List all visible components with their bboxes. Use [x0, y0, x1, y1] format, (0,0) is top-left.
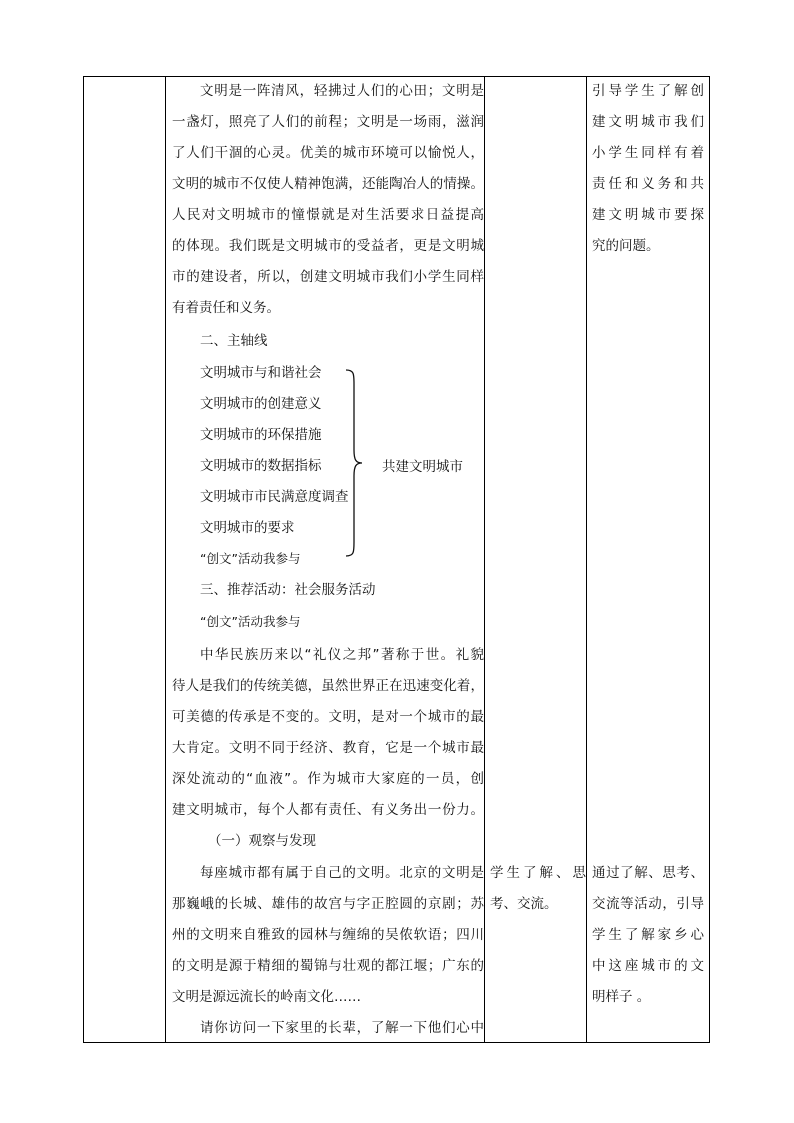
activity-line: 考、交流。: [490, 896, 558, 912]
purpose-line: 明样子 。: [592, 989, 651, 1005]
curly-brace-icon: [344, 368, 366, 558]
purpose-line: 交流等活动，引导: [592, 896, 704, 912]
paragraph-line: 文明的城市不仅使人精神饱满，还能陶冶人的情操。: [172, 176, 484, 192]
paragraph-line: 了人们干涸的心灵。优美的城市环境可以愉悦人，: [172, 145, 484, 161]
table-column-divider: [165, 76, 166, 1043]
paragraph-line: 中华民族历来以“礼仪之邦”著称于世。礼貌: [200, 647, 484, 663]
purpose-line: 学生了解家乡心: [592, 927, 704, 943]
paragraph-line: 一盏灯，照亮了人们的前程；文明是一场雨，滋润: [172, 114, 484, 130]
purpose-line: 小学生同样有着: [592, 145, 704, 161]
main-axis-item: 文明城市的数据指标: [200, 458, 322, 474]
paragraph-line: 有着责任和义务。: [172, 300, 280, 316]
purpose-line: 建文明城市要探: [592, 207, 704, 223]
purpose-line: 引导学生了解创: [592, 83, 704, 99]
paragraph-line: 州的文明来自雅致的园林与缠绵的吴侬软语；四川: [172, 927, 484, 943]
main-axis-label: 共建文明城市: [382, 459, 463, 475]
table-column-divider: [586, 76, 587, 1043]
paragraph-line: 大肯定。文明不同于经济、教育，它是一个城市最: [172, 740, 484, 756]
section-heading: 三、推荐活动：社会服务活动: [200, 582, 376, 598]
paragraph-line: 的体现。我们既是文明城市的受益者，更是文明城: [172, 238, 484, 254]
paragraph-line: 人民对文明城市的憧憬就是对生活要求日益提高: [172, 207, 484, 223]
paragraph-line: 那巍峨的长城、雄伟的故宫与字正腔圆的京剧；苏: [172, 896, 484, 912]
main-axis-item: 文明城市的环保措施: [200, 427, 322, 443]
main-axis-item: 文明城市的要求: [200, 520, 295, 536]
main-axis-item: 文明城市的创建意义: [200, 396, 322, 412]
section-heading: 二、主轴线: [200, 333, 268, 349]
main-axis-item: 文明城市市民满意度调查: [200, 489, 349, 505]
paragraph-line: 市的建设者，所以，创建文明城市我们小学生同样: [172, 269, 484, 285]
paragraph-line: 建文明城市，每个人都有责任、有义务出一份力。: [172, 802, 484, 818]
activity-line: 学生了解、思: [490, 865, 586, 881]
paragraph-line: 可美德的传承是不变的。文明，是对一个城市的最: [172, 709, 484, 725]
activity-title: “创文”活动我参与: [200, 614, 301, 629]
purpose-line: 通过了解、思考、: [592, 865, 704, 881]
paragraph-line: 文明是一阵清风，轻拂过人们的心田；文明是: [200, 83, 484, 99]
paragraph-line: 请你访问一下家里的长辈，了解一下他们心中: [200, 1020, 484, 1036]
paragraph-line: 每座城市都有属于自己的文明。北京的文明是: [200, 865, 484, 881]
paragraph-line: 的文明是源于精细的蜀锦与壮观的都江堰；广东的: [172, 958, 484, 974]
purpose-line: 建文明城市我们: [592, 114, 704, 130]
table-column-divider: [484, 76, 485, 1043]
purpose-line: 责任和义务和共: [592, 176, 704, 192]
purpose-line: 中这座城市的文: [592, 958, 704, 974]
subsection-heading: （一）观察与发现: [208, 833, 316, 849]
paragraph-line: 深处流动的“血液”。作为城市大家庭的一员，创: [172, 771, 484, 787]
paragraph-line: 待人是我们的传统美德，虽然世界正在迅速变化着，: [172, 678, 484, 694]
purpose-line: 究的问题。: [592, 238, 660, 254]
paragraph-line: 文明是源远流长的岭南文化……: [172, 989, 361, 1005]
main-axis-item: 文明城市与和谐社会: [200, 365, 322, 381]
main-axis-item: “创文”活动我参与: [200, 551, 301, 566]
